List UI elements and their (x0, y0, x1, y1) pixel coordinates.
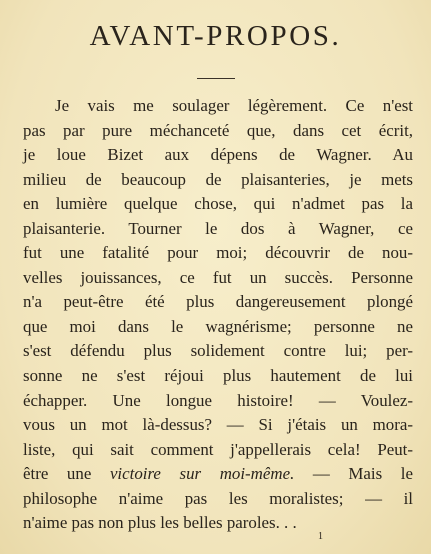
heading-rule (197, 78, 235, 79)
text-line: pas par pure méchanceté que, dans cet écrit, (23, 120, 413, 140)
text-line: je loue Bizet aux dépens de Wagner. Au (23, 145, 413, 165)
text-line (23, 462, 413, 487)
text-line: en lumière quelque chose, qui n'admet pas la (23, 194, 413, 214)
text-line: n'a peut-être été plus dangereusement plongé (23, 292, 413, 312)
text-line: sonne ne s'est réjoui plus hautement de lui (23, 366, 413, 386)
text-line: milieu de beaucoup de plaisanteries, je mets (23, 169, 413, 189)
text-line: n'aime pas non plus les belles paroles. . . (23, 513, 297, 533)
text-line: échapper. Une longue histoire! — Voulez- (23, 390, 413, 410)
page-heading: AVANT-PROPOS. (89, 20, 342, 52)
italic-phrase: victoire sur moi-même. (109, 464, 295, 484)
text-segment: être une (23, 464, 110, 484)
text-line: que moi dans le wagnérisme; personne ne (23, 316, 413, 336)
text-line: s'est défendu plus solidement contre lui; per- (23, 341, 413, 361)
text-line: liste, qui sait comment j'appellerais cela! Peut- (23, 439, 413, 459)
page-number: 1 (318, 531, 323, 542)
text-line: Je vais me soulager légèrement. Ce n'est (55, 96, 413, 115)
text-line: fut une fatalité pour moi; découvrir de nou- (23, 243, 413, 263)
text-line: philosophe n'aime pas les moralistes; — il (23, 488, 413, 508)
text-segment: — Mais le (294, 464, 413, 484)
text-line: velles jouissances, ce fut un succès. Personne (23, 267, 413, 287)
text-line: vous un mot là-dessus? — Si j'étais un mora- (23, 415, 413, 435)
body-paragraph (23, 94, 413, 536)
text-line: plaisanterie. Tourner le dos à Wagner, ce (23, 218, 413, 238)
